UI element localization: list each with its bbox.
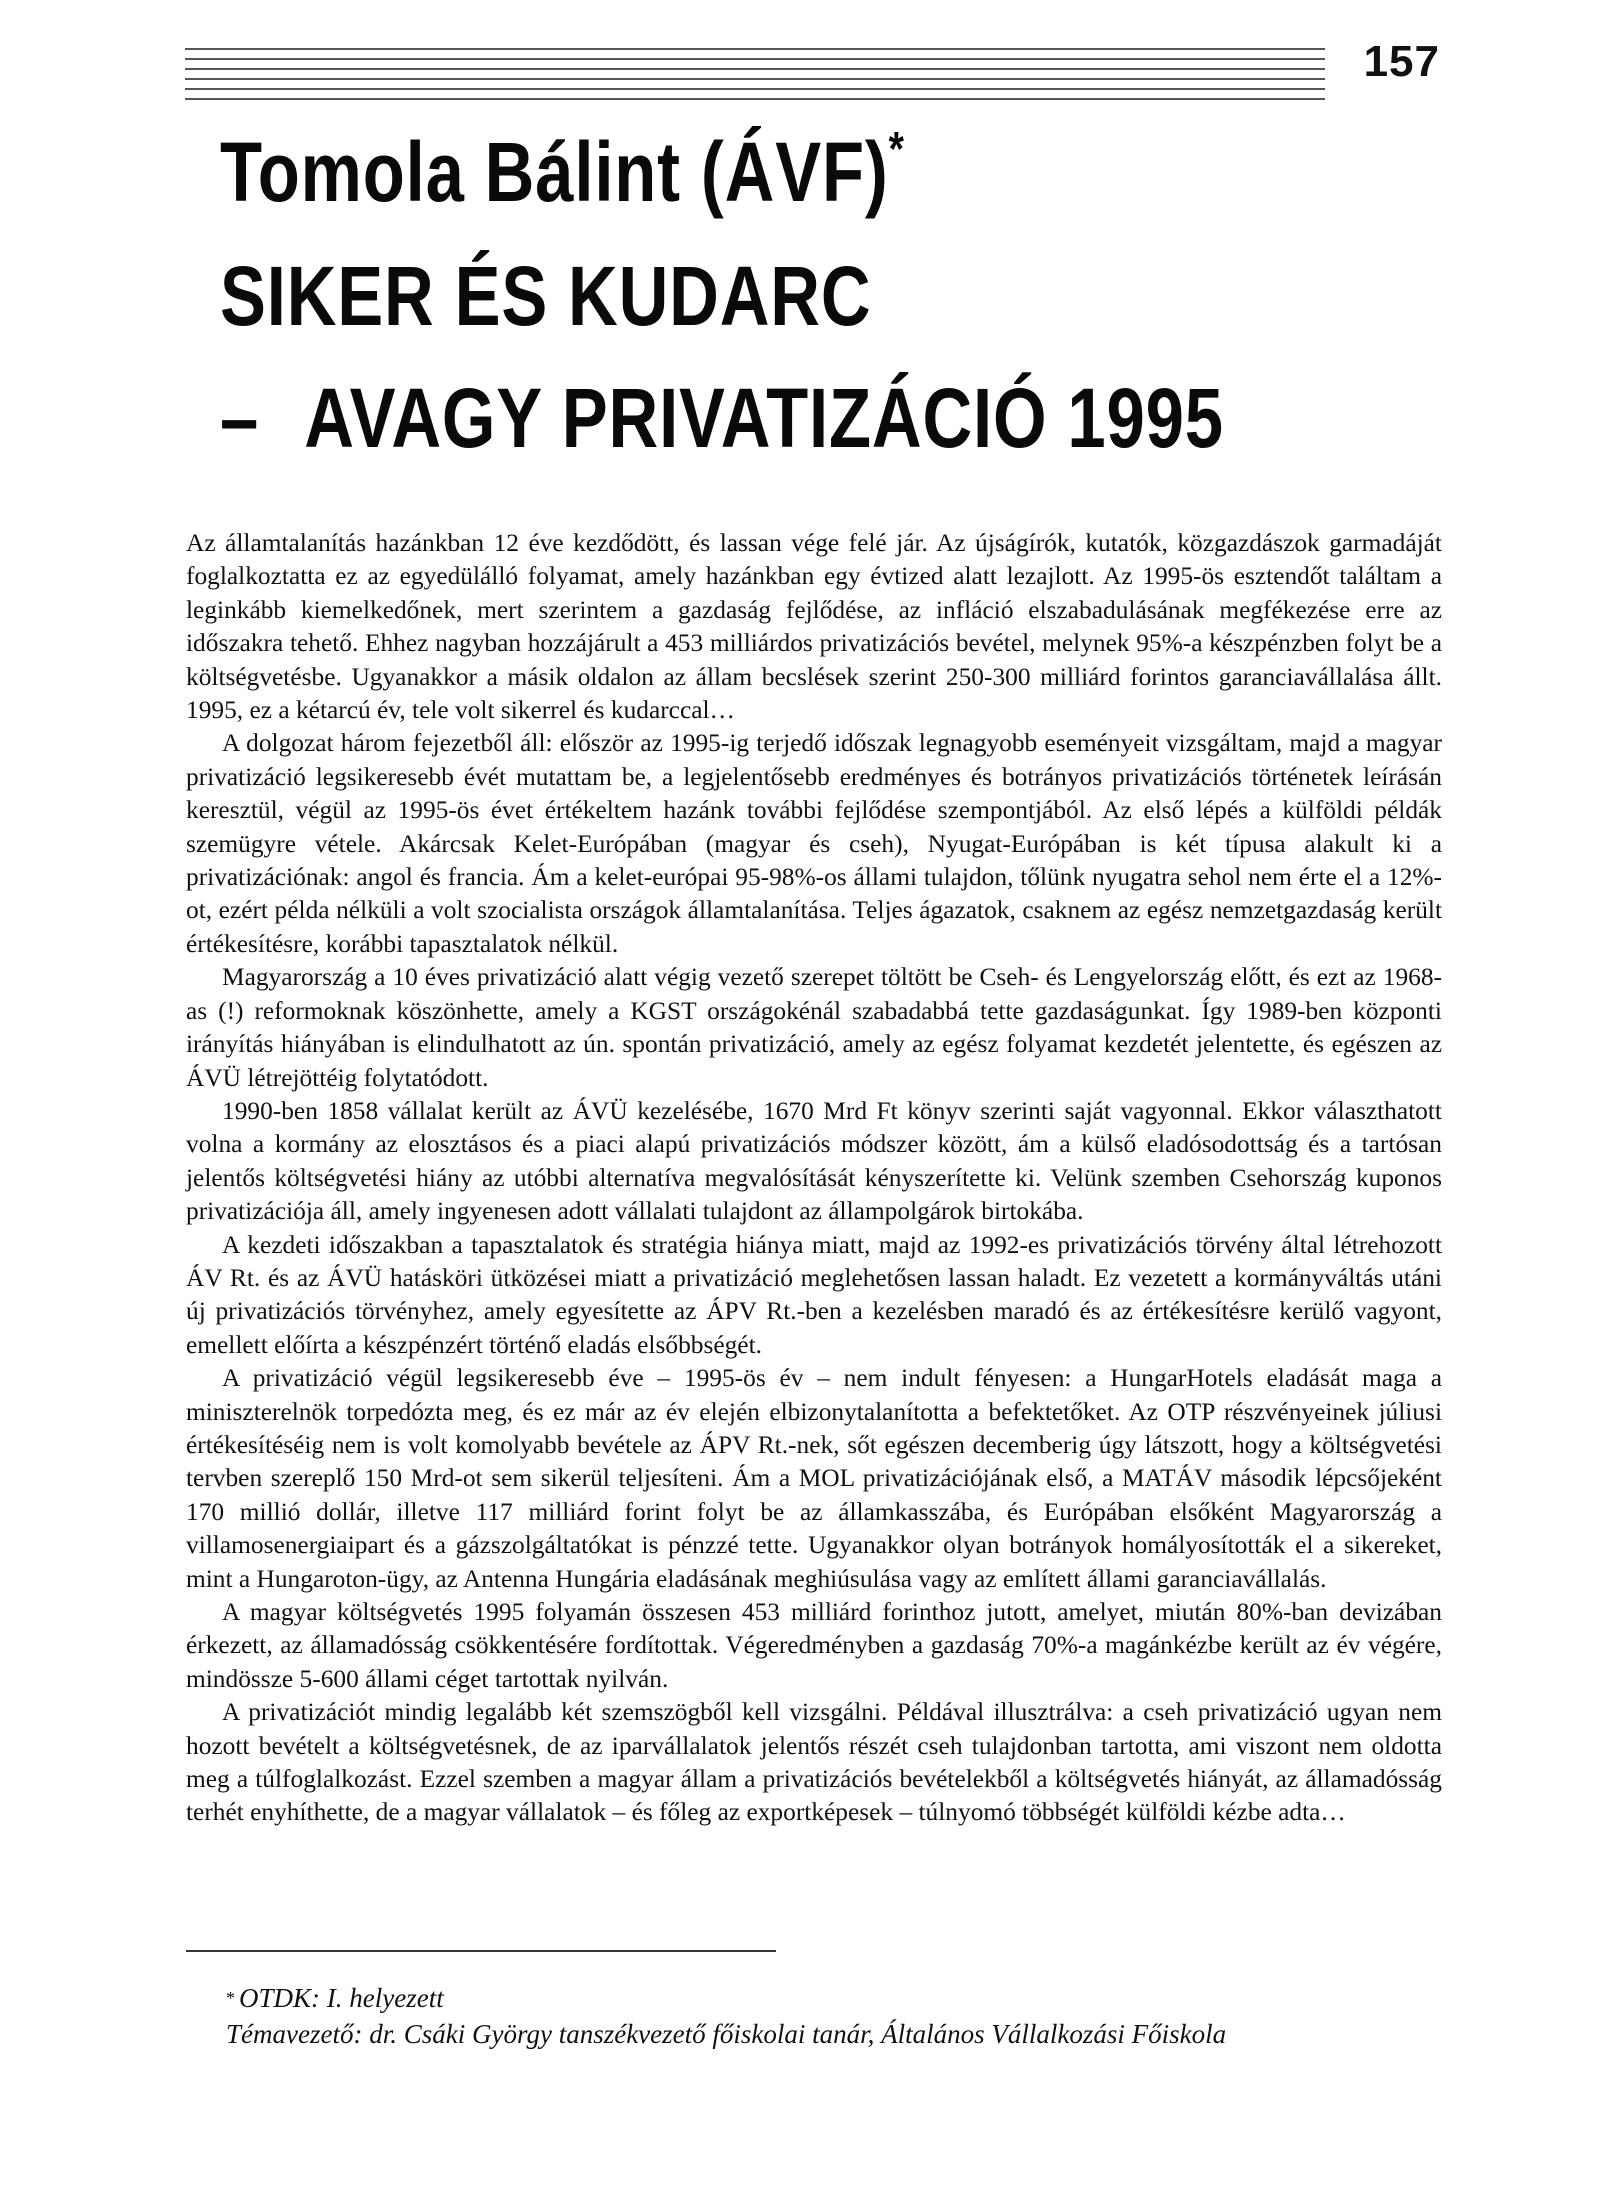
footnote-1-text: OTDK: I. helyezett [239, 1983, 444, 2013]
paragraph: 1990-ben 1858 vállalat került az ÁVÜ kezelésébe, 1670 Mrd Ft könyv szerinti saját vagyonnal. Ekkor választhatott volna a kormány az elosztásos és a piaci alapú privatizációs módszer között, ám a külső eladósodottság és a tartósan jelentős költségvetési hiány az utóbbi alternatíva megvalósítását kényszerítette ki. Velünk szemben Csehország kuponos privatizációja áll, amely ingyenesen adott vállalati tulajdont az állampolgárok birtokába. [186, 1096, 1442, 1226]
author-name: Tomola Bálint (ÁVF) [220, 125, 889, 219]
header-rule [185, 98, 1325, 100]
title-line-2-text: AVAGY PRIVATIZÁCIÓ 1995 [304, 371, 1224, 465]
footnote-2: Témavezető: dr. Csáki György tanszékvezető főiskolai tanár, Általános Vállalkozási Főiskola [226, 2019, 1227, 2049]
footnote-divider [186, 1950, 776, 1952]
title-line-1: SIKER ÉS KUDARC [220, 249, 872, 343]
article-body [186, 527, 1442, 1830]
author-footnote-marker: * [888, 123, 905, 176]
title-line-2 [220, 371, 1224, 465]
footnotes [226, 1980, 1426, 2052]
footnote-marker: * [226, 1988, 235, 2008]
header-rule [185, 68, 1325, 70]
running-header [185, 37, 1440, 112]
header-rule [185, 58, 1325, 60]
author-line [220, 123, 1204, 219]
title-dash: – [220, 371, 260, 465]
header-rule [185, 88, 1325, 90]
paragraph: A magyar költségvetés 1995 folyamán összesen 453 milliárd forinthoz jutott, amelyet, miután 80%-ban devizában érkezett, az államadósság csökkentésére fordítottak. Végeredményben a gazdaság 70%-a magánkézbe került az év végére, mindössze 5-600 állami céget tartottak nyilván. [186, 1598, 1442, 1693]
paragraph: A privatizációt mindig legalább két szemszögből kell vizsgálni. Példával illusztrálva: a cseh privatizáció ugyan nem hozott bevételt a költségvetésnek, de az iparvállalatok jelentős részét cseh tulajdonban tartotta, ami viszont nem oldotta meg a túlfoglalkozást. Ezzel szemben a magyar állam a privatizációs bevételekből a költségvetés hiányát, az államadósság terhét enyhíthette, de a magyar vállalatok – és főleg az exportképesek – túlnyomó többségét külföldi kézbe adta… [186, 1698, 1442, 1827]
paragraph: A kezdeti időszakban a tapasztalatok és stratégia hiánya miatt, majd az 1992-es privatizációs törvény által létrehozott ÁV Rt. és az ÁVÜ hatásköri ütközései miatt a privatizáció meglehetősen lassan haladt. Ez vezetett a kormányváltás utáni új privatizációs törvényhez, amely egyesítette az ÁPV Rt.-ben a kezelésben maradó és az értékesítésre kerülő vagyont, emellett előírta a készpénzért történő eladás elsőbbségét. [186, 1230, 1442, 1359]
header-rule [185, 78, 1325, 80]
paragraph: Magyarország a 10 éves privatizáció alatt végig vezető szerepet töltött be Cseh- és Lengyelország előtt, és ezt az 1968-as (!) reformoknak köszönhette, amely a KGST országokénál szabadabbá tette gazdaságunkat. Így 1989-ben központi irányítás hiányában is elindulhatott az ún. spontán privatizáció, amely az egész folyamat kezdetét jelentette, és egészen az ÁVÜ létrejöttéig folytatódott. [186, 963, 1442, 1092]
page-number: 157 [1363, 37, 1440, 86]
header-rule [185, 48, 1325, 50]
article-title [220, 123, 1420, 465]
footnote-1 [226, 1980, 1426, 2016]
paragraph: Az államtalanítás hazánkban 12 éve kezdődött, és lassan vége felé jár. Az újságírók, kutatók, közgazdászok garmadáját foglalkoztatta ez az egyedülálló folyamat, amely hazánkban egy évtized alatt lezajlott. Az 1995-ös esztendőt találtam a leginkább kiemelkedőnek, mert szerintem a gazdaság fejlődése, az infláció elszabadulásának megfékezése erre az időszakra tehető. Ehhez nagyban hozzájárult a 453 milliárdos privatizációs bevétel, melynek 95%-a készpénzben folyt be a költségvetésbe. Ugyanakkor a másik oldalon az állam becslések szerint 250-300 milliárd forintos garanciavállalása állt. 1995, ez a kétarcú év, tele volt sikerrel és kudarccal… [186, 529, 1442, 725]
paragraph: A privatizáció végül legsikeresebb éve – 1995-ös év – nem indult fényesen: a HungarHotels eladását maga a miniszterelnök torpedózta meg, és ez már az év elején elbizonytalanította a befektetőket. Az OTP részvényeinek júliusi értékesítéséig nem is volt komolyabb bevétele az ÁPV Rt.-nek, sőt egészen decemberig úgy látszott, hogy a költségvetési tervben szereplő 150 Mrd-ot sem sikerül teljesíteni. Ám a MOL privatizációjának első, a MATÁV második lépcsőjeként 170 millió dollár, illetve 117 milliárd forint folyt be az államkasszába, és Európában elsőként Magyarország a villamosenergiaipart és a gázszolgáltatókat is pénzzé tette. Ugyanakkor olyan botrányok homályosították el a sikereket, mint a Hungaroton-ügy, az Antenna Hungária eladásának meghiúsulása vagy az említett állami garanciavállalás. [186, 1364, 1442, 1593]
paragraph: A dolgozat három fejezetből áll: először az 1995-ig terjedő időszak legnagyobb eseményeit vizsgáltam, majd a magyar privatizáció legsikeresebb évét mutattam be, a legjelentősebb eredményes és botrányos privatizációs történetek leírásán keresztül, végül az 1995-ös évet értékeltem hazánk további fejlődése szempontjából. Az első lépés a külföldi példák szemügyre vétele. Akárcsak Kelet-Európában (magyar és cseh), Nyugat-Európában is két típusa alakult ki a privatizációnak: angol és francia. Ám a kelet-európai 95-98%-os állami tulajdon, tőlünk nyugatra sehol nem érte el a 12%-ot, ezért példa nélküli a volt szocialista országok államtalanítása. Teljes ágazatok, csaknem az egész nemzetgazdaság került értékesítésre, korábbi tapasztalatok nélkül. [186, 729, 1442, 958]
